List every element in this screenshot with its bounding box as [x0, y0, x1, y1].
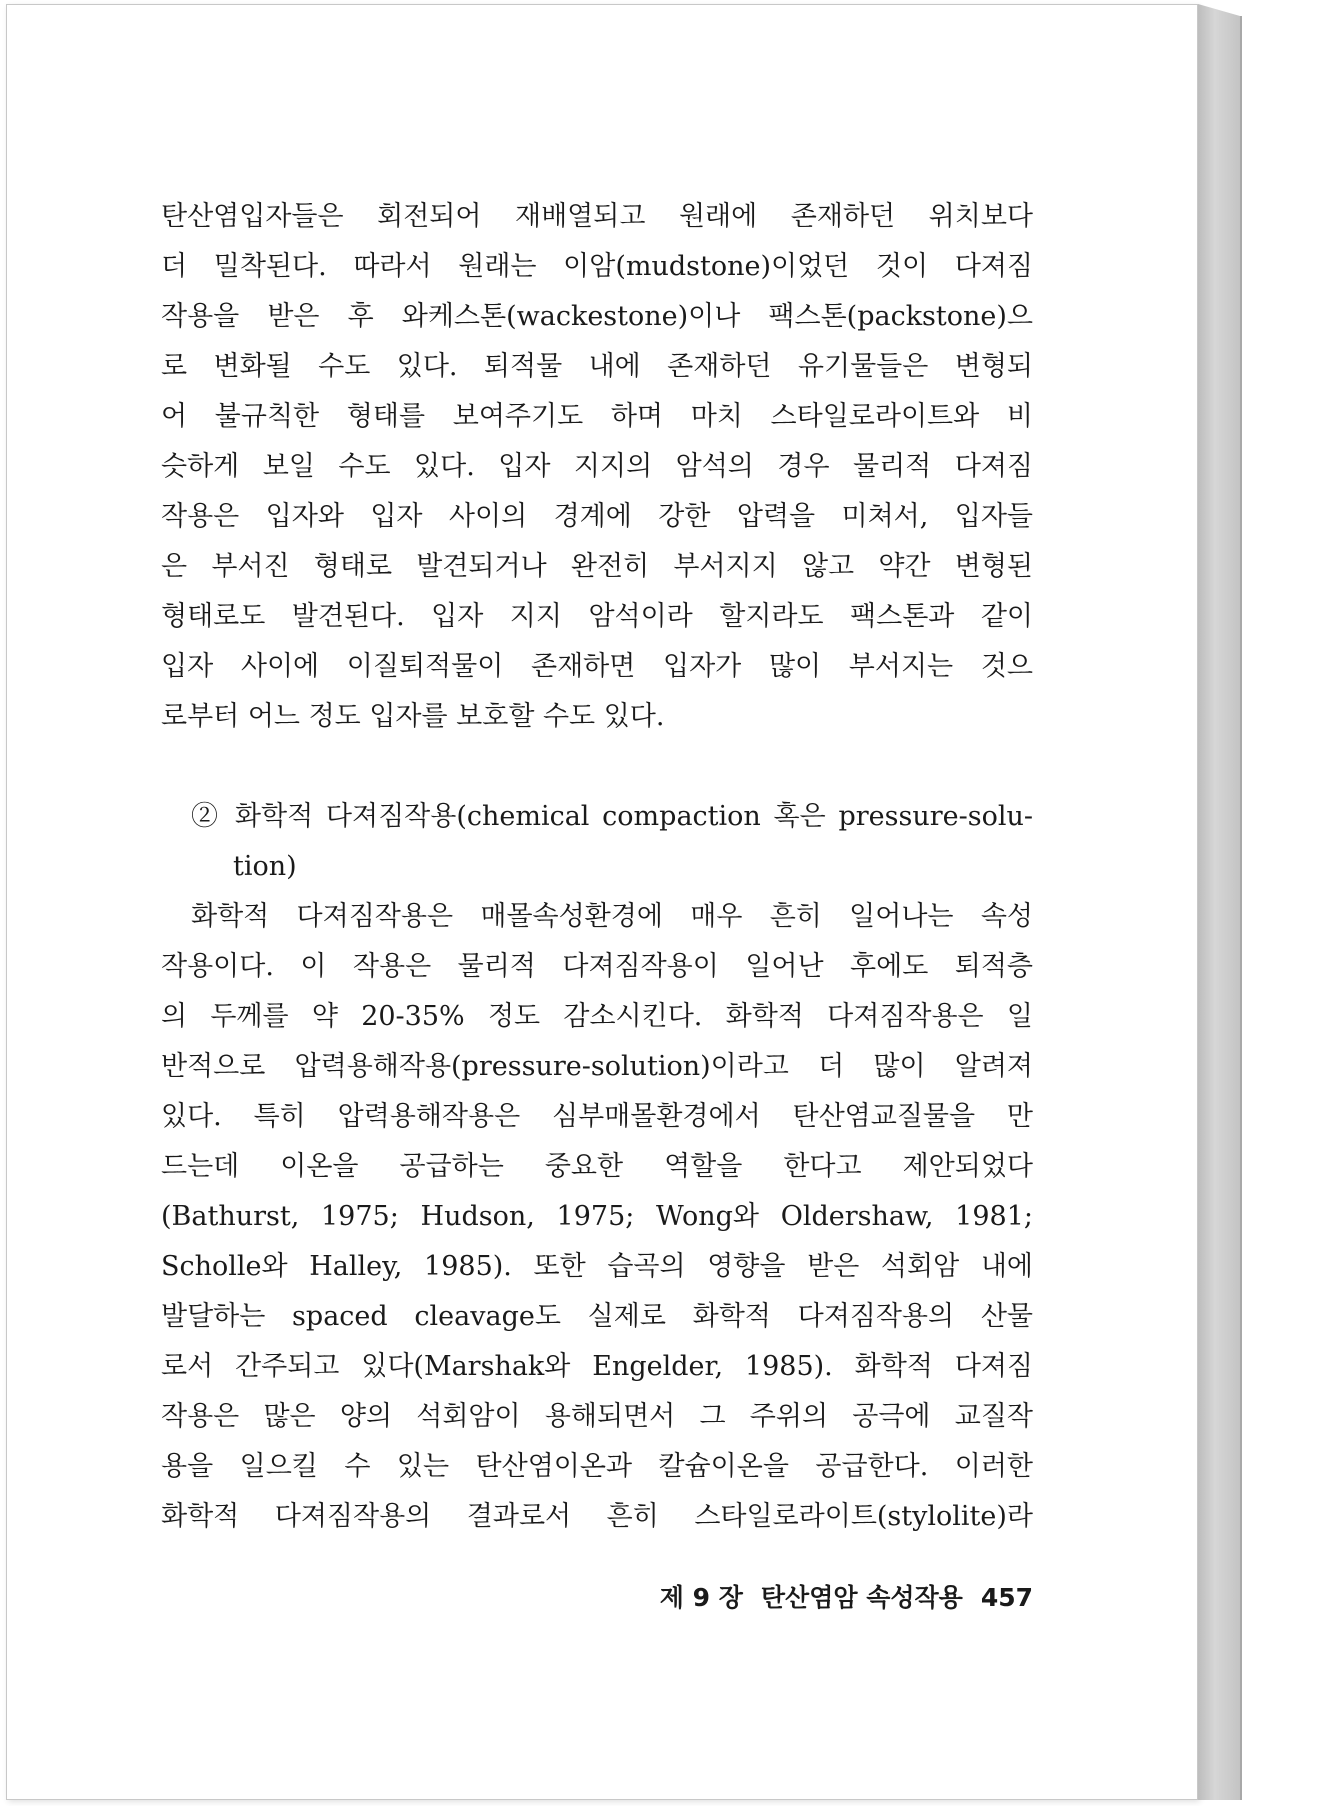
page-edge-line: [1240, 16, 1242, 1800]
text-line: 작용이다. 이 작용은 물리적 다져짐작용이 일어난 후에도 퇴적층: [161, 951, 1033, 982]
text-line: 로서 간주되고 있다(Marshak와 Engelder, 1985). 화학적 다져짐: [161, 1351, 1033, 1382]
text-line: 어 불규칙한 형태를 보여주기도 하며 마치 스타일로라이트와 비: [161, 401, 1033, 432]
text-line: 작용을 받은 후 와케스톤(wackestone)이나 팩스톤(packstone)으: [161, 301, 1033, 332]
paragraph-1: [161, 192, 1033, 742]
text-line: 로부터 어느 정도 입자를 보호할 수도 있다.: [161, 701, 665, 732]
text-line: 은 부서진 형태로 발견되거나 완전히 부서지지 않고 약간 변형된: [161, 551, 1033, 582]
text-line: 용을 일으킬 수 있는 탄산염이온과 칼슘이온을 공급한다. 이러한: [161, 1451, 1033, 1482]
text-line: 로 변화될 수도 있다. 퇴적물 내에 존재하던 유기물들은 변형되: [161, 351, 1033, 382]
text-line: 의 두께를 약 20-35% 정도 감소시킨다. 화학적 다져짐작용은 일: [161, 1001, 1033, 1032]
page-edge-shadow: [1198, 4, 1240, 1800]
text-line: 슷하게 보일 수도 있다. 입자 지지의 암석의 경우 물리적 다져짐: [161, 451, 1033, 482]
paragraph-2: [161, 892, 1033, 1542]
text-line: (Bathurst, 1975; Hudson, 1975; Wong와 Oldershaw, 1981;: [161, 1201, 1033, 1232]
text-line: 작용은 많은 양의 석회암이 용해되면서 그 주위의 공극에 교질작: [161, 1401, 1033, 1432]
text-line: 있다. 특히 압력용해작용은 심부매몰환경에서 탄산염교질물을 만: [161, 1101, 1033, 1132]
text-line: 화학적 다져짐작용의 결과로서 흔히 스타일로라이트(stylolite)라: [161, 1501, 1033, 1532]
text-line: 형태로도 발견된다. 입자 지지 암석이라 할지라도 팩스톤과 같이: [161, 601, 1033, 632]
text-line: 발달하는 spaced cleavage도 실제로 화학적 다져짐작용의 산물: [161, 1301, 1033, 1332]
text-line: Scholle와 Halley, 1985). 또한 습곡의 영향을 받은 석회암 내에: [161, 1251, 1033, 1282]
page-number: 457: [980, 1583, 1033, 1612]
text-line: 드는데 이온을 공급하는 중요한 역할을 한다고 제안되었다: [161, 1151, 1033, 1182]
text-line: 작용은 입자와 입자 사이의 경계에 강한 압력을 미쳐서, 입자들: [161, 501, 1033, 532]
text-line: 입자 사이에 이질퇴적물이 존재하면 입자가 많이 부서지는 것으: [161, 651, 1033, 682]
footer-title: 탄산염암 속성작용: [760, 1583, 963, 1612]
text-line: 탄산염입자들은 회전되어 재배열되고 원래에 존재하던 위치보다: [161, 201, 1033, 232]
text-line: 반적으로 압력용해작용(pressure-solution)이라고 더 많이 알려져: [161, 1051, 1033, 1082]
heading-line: tion): [233, 851, 297, 882]
footer-chapter: 제 9 장: [659, 1583, 743, 1612]
text-line: 더 밀착된다. 따라서 원래는 이암(mudstone)이었던 것이 다져짐: [161, 251, 1033, 282]
text-line: 화학적 다져짐작용은 매몰속성환경에 매우 흔히 일어나는 속성: [191, 901, 1033, 932]
section-heading: [191, 792, 1033, 892]
heading-line: ② 화학적 다져짐작용(chemical compaction 혹은 pressure-solu-: [191, 801, 1033, 832]
page-footer: [640, 1578, 1033, 1614]
